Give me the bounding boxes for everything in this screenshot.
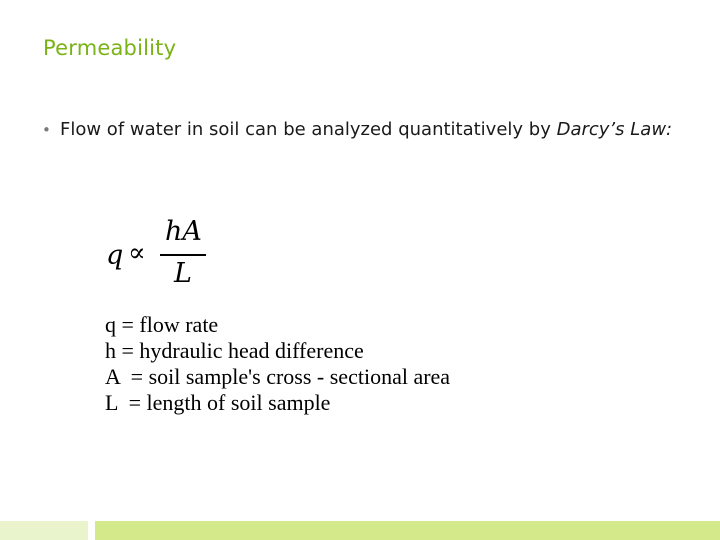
formula-lhs: q xyxy=(106,240,124,271)
bullet-dot-icon: • xyxy=(42,121,51,139)
variable-definitions xyxy=(105,312,450,416)
bullet-text-plain: Flow of water in soil can be analyzed quantitatively by xyxy=(60,119,557,140)
formula-relation: ∝ xyxy=(128,238,146,268)
bullet-text-italic: Darcy’s Law: xyxy=(556,119,673,140)
slide-title: Permeability xyxy=(43,36,177,60)
definition-line: L = length of soil sample xyxy=(105,390,331,415)
formula-denominator: L xyxy=(174,258,192,289)
fraction-bar xyxy=(160,254,206,256)
formula-numerator: hA xyxy=(165,216,202,247)
bullet-text xyxy=(60,117,682,143)
definition-line: q = flow rate xyxy=(105,312,219,337)
definition-line: A = soil sample's cross - sectional area xyxy=(105,364,451,389)
darcy-formula xyxy=(104,216,214,296)
footer-bar-right xyxy=(95,521,720,540)
bullet-item xyxy=(42,117,682,143)
footer-bar-left xyxy=(0,521,88,540)
definition-line: h = hydraulic head difference xyxy=(105,338,364,363)
